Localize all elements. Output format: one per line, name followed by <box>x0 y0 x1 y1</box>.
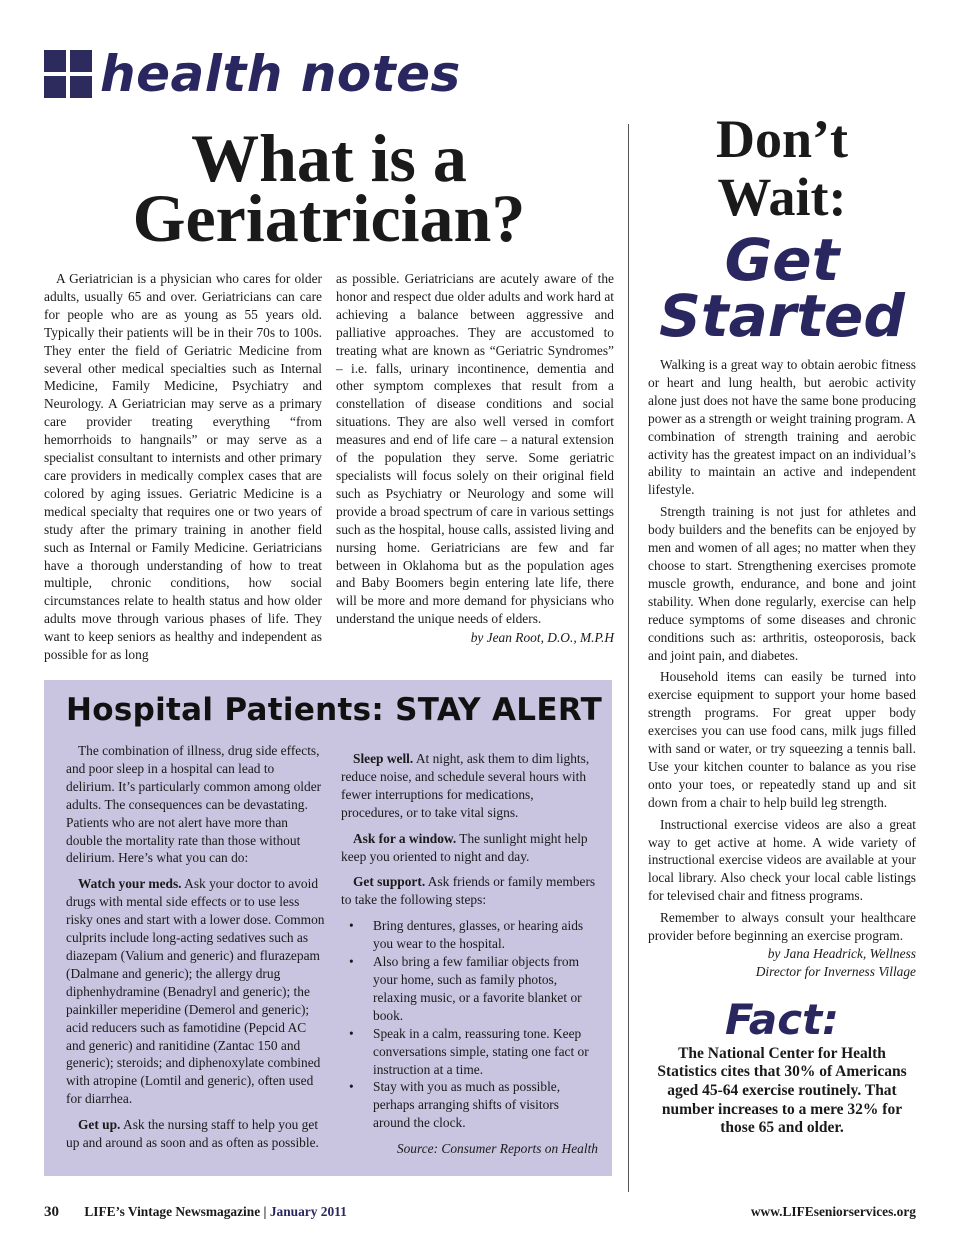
getup-heading: Get up. <box>78 1117 121 1133</box>
section-title: health notes <box>100 45 461 103</box>
sleep-heading: Sleep well. <box>353 751 414 766</box>
sidebar-paragraph: Remember to always consult your healthcare provider before beginning an exercise program. <box>648 910 916 944</box>
sidebar-article <box>648 110 916 1138</box>
support-text: Ask friends or family members to take the following steps: <box>341 874 596 908</box>
sidebar-subtitle <box>648 226 916 350</box>
publication-name: LIFE’s Vintage Newsmagazine | <box>84 1204 267 1219</box>
meds-heading: Watch your meds. <box>78 876 182 892</box>
article-title-line2: Geriatrician? <box>132 180 526 256</box>
list-item: • Bring dentures, glasses, or hearing aids you wear to the hospital. <box>373 917 598 953</box>
getup-paragraph <box>66 1116 325 1152</box>
section-masthead <box>44 44 461 104</box>
window-paragraph <box>341 830 598 866</box>
list-item: • Also bring a few familiar objects from your home, such as family photos, relaxing music, or a favorite blanket or book. <box>373 953 598 1025</box>
sidebar-paragraph: Walking is a great way to obtain aerobic fitness or heart and lung health, but aerobic activity alone just does not have the same bone producing power as a strength or weight training program. A combination of strength training and aerobic activity has the greatest impact on an individual’s ability to maintain an active and independent lifestyle. <box>648 357 916 498</box>
column-divider <box>628 124 629 1192</box>
article-title-line1: What is a <box>191 120 467 196</box>
support-paragraph <box>341 873 598 909</box>
list-item: • Speak in a calm, reassuring tone. Keep conversations simple, stating one fact or instruction at a time. <box>373 1025 598 1079</box>
sidebar-title-line2: Wait: <box>717 167 847 227</box>
support-heading: Get support. <box>353 874 426 890</box>
hospital-column-1 <box>66 742 325 1160</box>
website-url: www.LIFEseniorservices.org <box>750 1204 916 1219</box>
article-title <box>44 120 614 256</box>
issue-date: January 2011 <box>269 1204 347 1219</box>
article-paragraph: A Geriatrician is a physician who cares for older adults, usually 65 and over. Geriatricians can care for people who are as young as 55 years old. Typically their patients will be in their 70s to 100s. They enter the field of Geriatric Medicine from several other medical specialties such as Internal Medicine, Family Medicine, Psychiatry and Neurology. A Geriatrician may serve as a primary care provider treating everything “from hemorrhoids to hangnails” or may serve as a specialist consultant to internists and other primary care providers in medically complex cases that are colored by aging issues. Geriatric Medicine is a medical specialty that requires one or two years of study after the primary training in another field such as Internal or Family Medicine. Geriatricians have a thorough understanding of how to treat multiple, chronic conditions, how social circumstances relate to health status and how older adults move through various phases of life. They want to keep seniors as healthy and independent as possible for as long <box>44 271 322 663</box>
window-text: The sunlight might help keep you oriented to night and day. <box>341 830 588 864</box>
sidebar-byline <box>648 945 916 981</box>
sleep-text: At night, ask them to dim lights, reduce noise, and schedule several hours with fewer interruptions for medications, procedures, or to take vital signs. <box>341 751 590 820</box>
sidebar-paragraph: Instructional exercise videos are also a great way to get active at home. A wide variety of instructional exercise videos are available at your local library. Also check your local cable listings for televised chair and fitness programs. <box>648 816 916 904</box>
sidebar-body <box>648 356 916 945</box>
sleep-paragraph <box>341 750 598 822</box>
meds-text: Ask your doctor to avoid drugs with mental side effects or to use less risky ones and start with a lower dose. Common culprits include long-acting sedatives such as diazepam (Valium and generic) and flurazepam (Dalmane and generic); the allergy drug diphenhydramine (Benadryl and generic); the painkiller meperidine (Demerol and generic); acid reducers such as famotidine (Pepcid AC and generic) and ranitidine (Zantac 150 and generic); steroids; and diphenoxylate combined with atropine (Lomtil and generic), often used for diarrhea. <box>66 876 325 1107</box>
hospital-title: Hospital Patients: STAY ALERT <box>66 692 603 728</box>
article-byline: by Jean Root, D.O., M.P.H <box>470 630 614 646</box>
sidebar-paragraph: Household items can easily be turned into exercise equipment to support your home based strength programs. For great upper body exercises you can use food cans, milk jugs filled with sand or water, or try squeezing a tennis ball. Use your kitchen counter to balance as you rise onto your toes, or repeatedly stand up and sit down from a chair to help build leg strength. <box>648 669 916 810</box>
sidebar-title-line1: Don’t <box>716 109 848 169</box>
article-body <box>44 270 614 664</box>
hospital-intro: The combination of illness, drug side effects, and poor sleep in a hospital can lead to delirium. It’s particularly common among older adults. The consequences can be devastating. Patients who are not alert have more than double the mortality rate than those without delirium. Here’s what you can do: <box>66 743 322 866</box>
squares-logo-icon <box>44 50 92 98</box>
window-heading: Ask for a window. <box>353 830 457 846</box>
article-column-1 <box>44 270 322 664</box>
meds-paragraph <box>66 875 325 1108</box>
article-paragraph: as possible. Geriatricians are acutely aware of the honor and respect due older adults and work hard at achieving a balance between aggressive and palliative approaches. They are accustomed to treating what are known as “Geriatric Syndromes” – i.e. falls, urinary incontinence, dementia and other symptom complexes that result from a constellation of disease conditions and social situations. They are also well versed in comfort measures and end of life care – a natural extension of the population they serve. Some geriatric specialists will focus solely on their original field such as Psychiatry or Neurology and some will provide a broad spectrum of care in various settings such as the hospital, house calls, assisted living and nursing home. Geriatricians are few and far between in Oklahoma but as the population ages and Baby Boomers begin entering late life, there will be more and more demand for physicians who understand the unique needs of elders. <box>336 271 614 627</box>
page-number: 30 <box>44 1204 59 1220</box>
sidebar-byline-line2: Director for Inverness Village <box>755 963 916 979</box>
hospital-source: Source: Consumer Reports on Health <box>396 1141 598 1157</box>
sidebar-subtitle-line1: Get <box>724 226 840 294</box>
sidebar-title <box>648 110 916 226</box>
list-item: • Stay with you as much as possible, perhaps arranging shifts of visitors around the clock. <box>373 1078 598 1132</box>
article-column-2 <box>336 270 614 664</box>
sidebar-subtitle-line2: Started <box>659 282 905 350</box>
footer-left <box>44 1204 347 1221</box>
page-footer <box>44 1204 916 1221</box>
hospital-alert-box <box>44 680 612 1176</box>
hospital-column-2 <box>341 742 598 1160</box>
fact-text: The National Center for Health Statistics cites that 30% of Americans aged 45-64 exercise routinely. That number increases to a mere 32% for those 65 and older. <box>657 1044 907 1137</box>
getup-text: Ask the nursing staff to help you get up and around as soon and as often as possible. <box>66 1117 319 1151</box>
fact-title: Fact: <box>725 994 839 1044</box>
support-list <box>341 917 598 1132</box>
sidebar-byline-line1: by Jana Headrick, Wellness <box>767 946 916 961</box>
sidebar-paragraph: Strength training is not just for athletes and body builders and the benefits can be enjoyed by men and women of all ages; no matter when they choose to start. Strengthening exercises promote muscle growth, endurance, and bone and joint stability. When done regularly, exercise can help reduce symptoms of some diseases and chronic conditions such as: arthritis, osteoporosis, back and joint pain, and diabetes. <box>648 504 916 663</box>
